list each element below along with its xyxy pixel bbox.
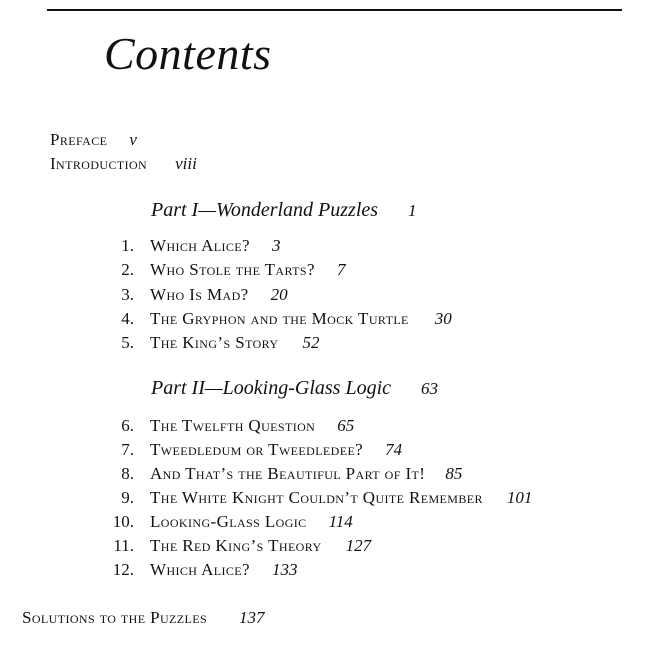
chapter-page: 133 [271, 560, 298, 579]
chapter-number: 12. [112, 560, 134, 579]
page-title: Contents [104, 28, 272, 79]
chapter-number: 4. [121, 309, 134, 328]
chapter-title: Tweedledum or Tweedledee? [150, 440, 364, 459]
toc-entry-solutions [22, 608, 265, 628]
chapter-page: 7 [336, 260, 346, 279]
chapter-title: The King’s Story [150, 333, 279, 352]
entry-title: Introduction [50, 154, 148, 173]
part-title: Part II—Looking-Glass Logic [151, 377, 391, 399]
part-heading-2 [151, 377, 438, 400]
toc-entry-preface [50, 130, 137, 150]
chapter-title: The Twelfth Question [150, 416, 316, 435]
chapter-title: Who Is Mad? [150, 285, 249, 304]
part-heading-1 [151, 199, 417, 222]
chapter-page: 74 [385, 440, 403, 459]
chapter-number: 11. [113, 536, 134, 555]
entry-title: Preface [50, 130, 108, 149]
chapter-number: 8. [121, 464, 134, 483]
chapter-number: 9. [121, 488, 134, 507]
chapter-title: The Red King’s Theory [150, 536, 322, 555]
chapter-number: 10. [112, 512, 134, 531]
chapter-title: And That’s the Beautiful Part of It! [150, 464, 426, 483]
chapter-title: The White Knight Couldn’t Quite Remember [150, 488, 483, 507]
chapter-page: 101 [506, 488, 533, 507]
chapter-page: 127 [345, 536, 372, 555]
entry-page: 137 [239, 608, 265, 627]
entry-page: v [129, 130, 137, 149]
chapter-title: Which Alice? [150, 236, 250, 255]
part-page: 1 [408, 201, 417, 220]
chapter-page: 85 [445, 464, 463, 483]
chapter-page: 65 [337, 416, 355, 435]
chapter-page: 30 [434, 309, 452, 328]
part-title: Part I—Wonderland Puzzles [151, 199, 379, 221]
chapter-page: 114 [328, 512, 353, 531]
part-page: 63 [421, 379, 438, 398]
entry-title: Solutions to the Puzzles [22, 608, 208, 627]
entry-page: viii [175, 154, 197, 173]
chapter-title: The Gryphon and the Mock Turtle [150, 309, 409, 328]
top-rule [47, 9, 622, 11]
chapter-number: 6. [121, 416, 134, 435]
chapter-number: 3. [121, 285, 134, 304]
chapter-title: Which Alice? [150, 560, 250, 579]
chapter-page: 20 [270, 285, 288, 304]
chapter-page: 3 [271, 236, 281, 255]
chapter-number: 5. [121, 333, 134, 352]
chapter-number: 1. [121, 236, 134, 255]
chapter-number: 2. [121, 260, 134, 279]
chapter-number: 7. [121, 440, 134, 459]
chapter-title: Who Stole the Tarts? [150, 260, 315, 279]
chapter-title: Looking-Glass Logic [150, 512, 307, 531]
chapter-page: 52 [302, 333, 320, 352]
toc-entry-introduction [50, 154, 197, 174]
